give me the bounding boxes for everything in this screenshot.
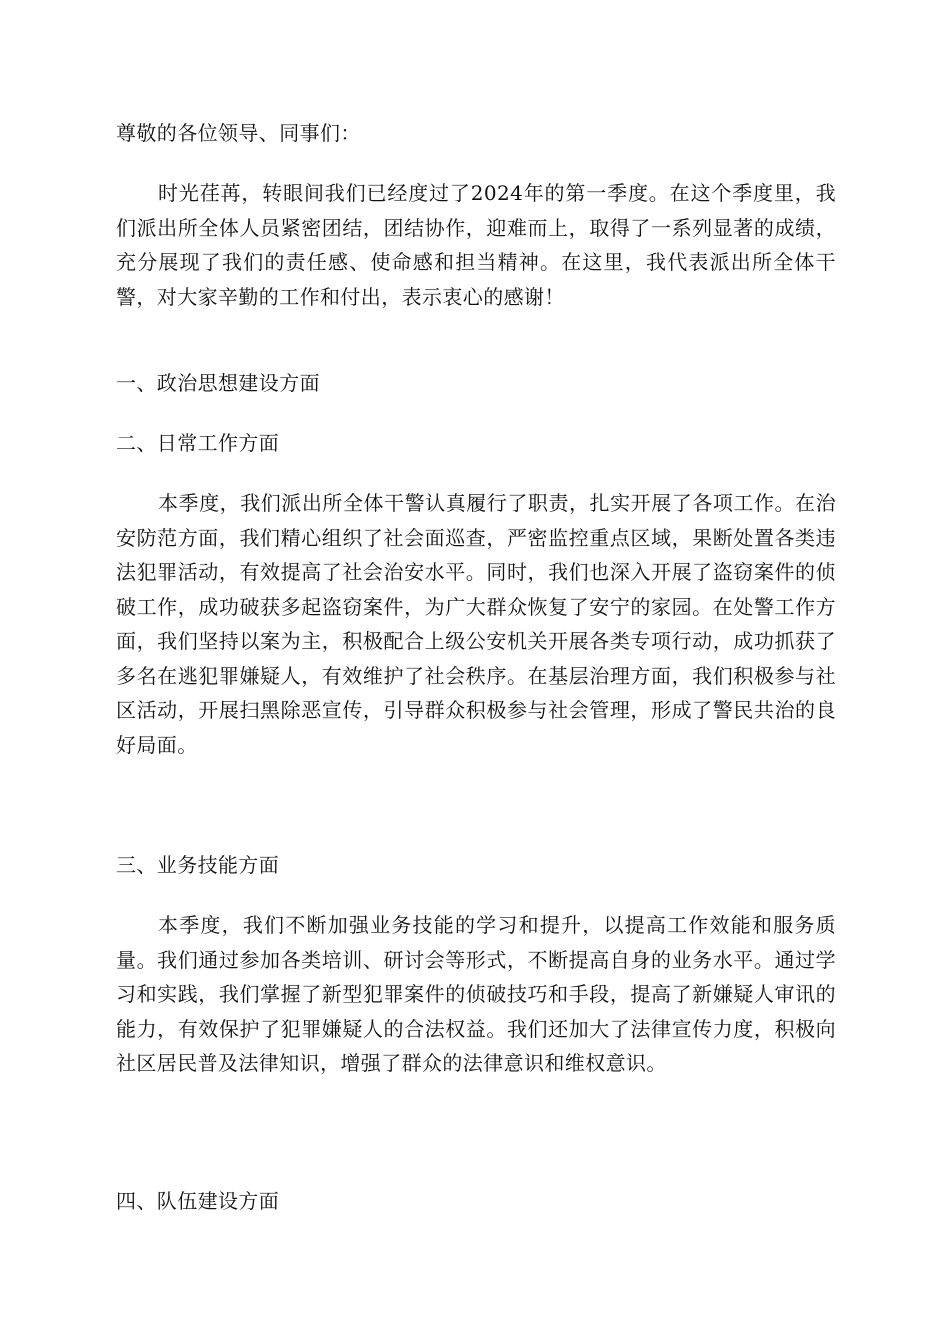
greeting: 尊敬的各位领导、同事们： (116, 121, 361, 145)
section-body-skills: 本季度，我们不断加强业务技能的学习和提升，以提高工作效能和服务质量。我们通过参加各类培训、研讨会等形式，不断提高自身的业务水平。通过学习和实践，我们掌握了新型犯罪案件的侦破技巧和手段，提高了新嫌疑人审讯的能力，有效保护了犯罪嫌疑人的合法权益。我们还加大了法律宣传力度，积极向社区居民普及法律知识，增强了群众的法律意识和维权意识。 (116, 913, 836, 1075)
section-heading-daily-work: 二、日常工作方面 (116, 431, 280, 455)
intro-paragraph: 时光荏苒，转眼间我们已经度过了2024年的第一季度。在这个季度里，我们派出所全体人员紧密团结，团结协作，迎难而上，取得了一系列显著的成绩，充分展现了我们的责任感、使命感和担当精神。在这里，我代表派出所全体干警，对大家辛勤的工作和付出，表示衷心的感谢！ (116, 181, 836, 309)
section-body-daily-work: 本季度，我们派出所全体干警认真履行了职责，扎实开展了各项工作。在治安防范方面，我们精心组织了社会面巡查，严密监控重点区域，果断处置各类违法犯罪活动，有效提高了社会治安水平。同时，我们也深入开展了盗窃案件的侦破工作，成功破获多起盗窃案件，为广大群众恢复了安宁的家园。在处警工作方面，我们坚持以案为主，积极配合上级公安机关开展各类专项行动，成功抓获了多名在逃犯罪嫌疑人，有效维护了社会秩序。在基层治理方面，我们积极参与社区活动，开展扫黑除恶宣传，引导群众积极参与社会管理，形成了警民共治的良好局面。 (116, 491, 836, 757)
section-heading-team-building: 四、队伍建设方面 (116, 1189, 280, 1213)
section-heading-political: 一、政治思想建设方面 (116, 371, 320, 395)
section-heading-skills: 三、业务技能方面 (116, 853, 280, 877)
